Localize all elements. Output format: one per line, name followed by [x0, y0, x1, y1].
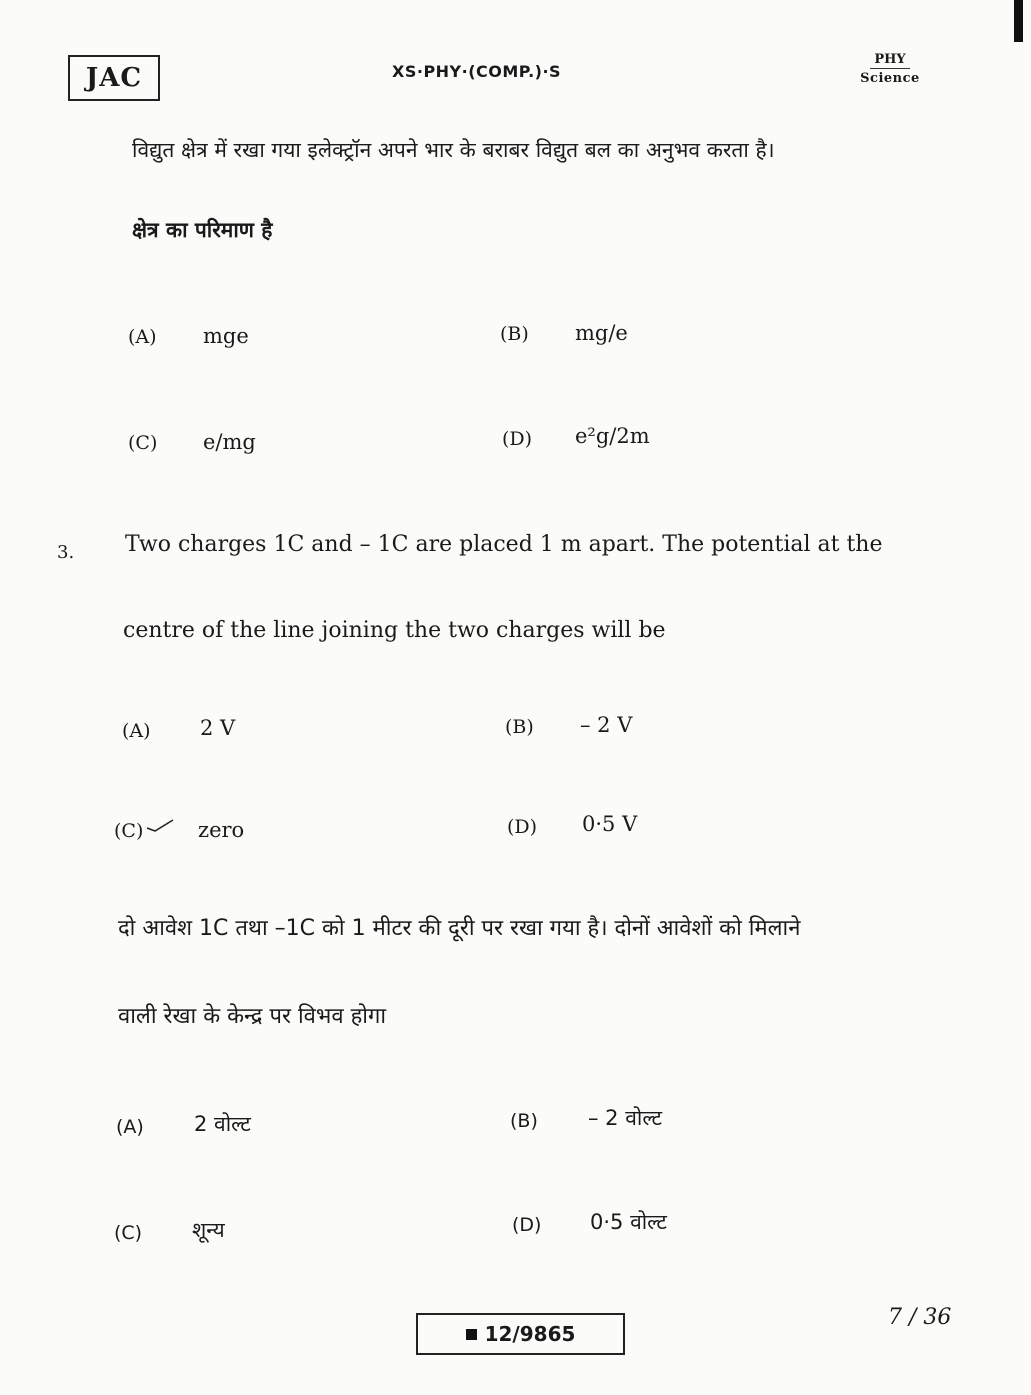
q3-hindi-option-b-label: (B) — [510, 1110, 538, 1132]
q2-option-d-text: e²g/2m — [575, 424, 650, 448]
q3-option-d-text: 0·5 V — [582, 812, 638, 836]
footer-code: 12/9865 — [484, 1322, 576, 1346]
subject-top: PHY — [870, 52, 910, 69]
subject-bottom: Science — [860, 71, 920, 86]
q3-hindi-line1: दो आवेश 1C तथा –1C को 1 मीटर की दूरी पर रखा गया है। दोनों आवेशों को मिलाने — [118, 916, 801, 941]
q3-hindi-option-c-label: (C) — [114, 1222, 143, 1244]
q2-hindi-line1: विद्युत क्षेत्र में रखा गया इलेक्ट्रॉन अपने भार के बराबर विद्युत बल का अनुभव करता है। — [132, 138, 775, 162]
q2-option-c-text: e/mg — [203, 430, 256, 454]
q3-hindi-option-d-text: 0·5 वोल्ट — [590, 1210, 667, 1234]
q2-option-d-label: (D) — [502, 428, 533, 450]
q2-option-a-text: mge — [203, 324, 249, 348]
q3-number: 3. — [57, 542, 75, 563]
q2-option-b-label: (B) — [500, 323, 529, 345]
q3-hindi-option-b-text: – 2 वोल्ट — [588, 1106, 663, 1130]
edge-mark — [1014, 0, 1023, 42]
q3-option-b-label: (B) — [505, 716, 534, 738]
q3-english-line1: Two charges 1C and – 1C are placed 1 m apart. The potential at the — [125, 532, 883, 557]
paper-code: XS·PHY·(COMP.)·S — [392, 62, 562, 81]
q2-option-a-label: (A) — [128, 326, 157, 348]
jac-logo: JAC — [68, 55, 160, 101]
q3-option-b-text: – 2 V — [580, 713, 633, 737]
q3-option-c-text: zero — [198, 818, 245, 842]
page-number: 7 / 36 — [888, 1305, 952, 1330]
q3-hindi-option-a-label: (A) — [116, 1116, 144, 1138]
q2-hindi-line2: क्षेत्र का परिमाण है — [132, 218, 273, 242]
answer-tick-mark — [145, 818, 175, 832]
q3-hindi-option-d-label: (D) — [512, 1214, 542, 1236]
footer-code-box — [416, 1313, 625, 1355]
q3-hindi-line2: वाली रेखा के केन्द्र पर विभव होगा — [118, 1004, 387, 1029]
square-bullet-icon — [466, 1329, 477, 1340]
q3-option-a-text: 2 V — [200, 716, 236, 740]
subject-tag — [850, 52, 930, 86]
q3-option-a-label: (A) — [122, 720, 151, 742]
q2-option-b-text: mg/e — [575, 321, 628, 345]
q3-english-line2: centre of the line joining the two charges will be — [123, 618, 666, 643]
q2-option-c-label: (C) — [128, 432, 158, 454]
q3-hindi-option-c-text: शून्य — [192, 1218, 225, 1242]
q3-option-c-label: (C) — [114, 820, 144, 842]
q3-option-d-label: (D) — [507, 816, 538, 838]
q3-hindi-option-a-text: 2 वोल्ट — [194, 1112, 251, 1136]
